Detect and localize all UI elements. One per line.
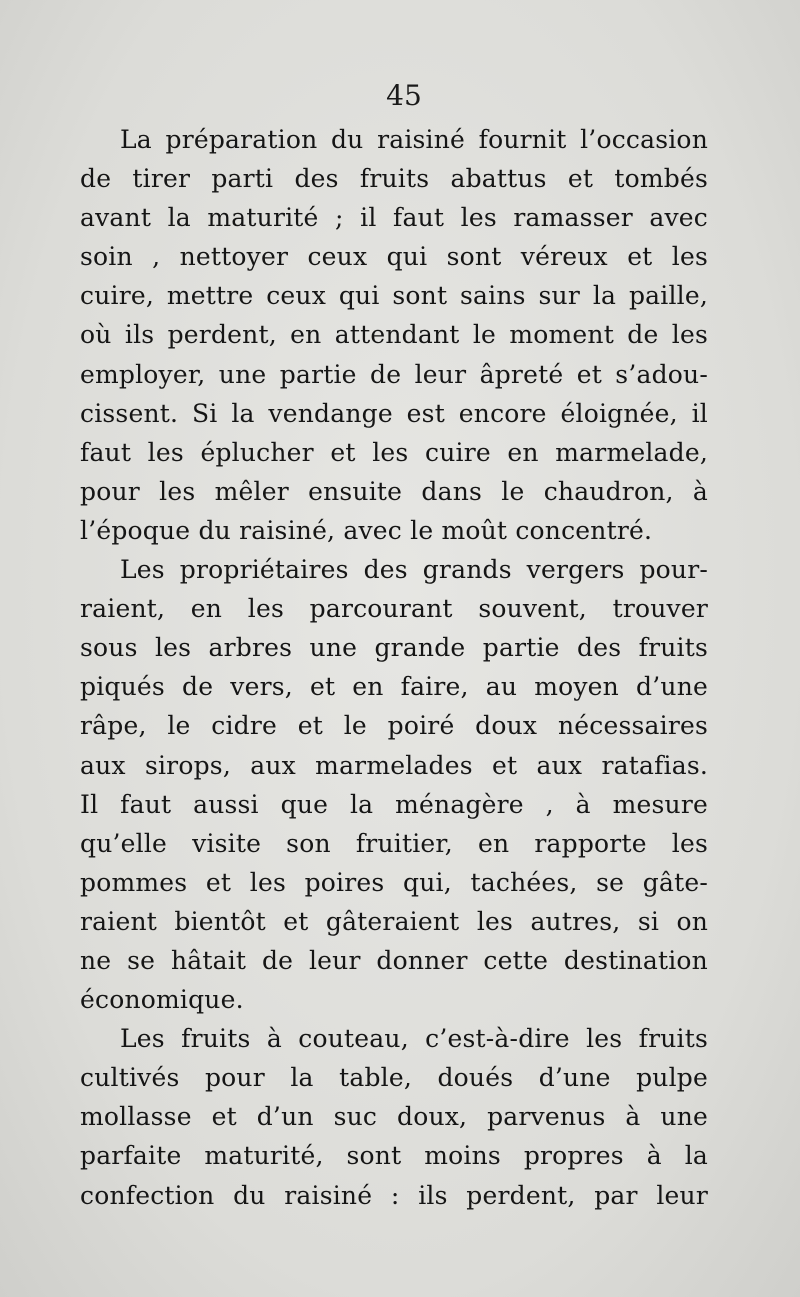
- text-line: où ils perdent, en attendant le moment de les: [80, 320, 708, 350]
- text-line: aux sirops, aux marmelades et aux ratafias.: [80, 750, 708, 780]
- text-line: confection du raisiné : ils perdent, par leur: [80, 1180, 708, 1210]
- text-line: Les propriétaires des grands vergers pour-: [120, 555, 708, 585]
- text-line: faut les éplucher et les cuire en marmelade,: [80, 437, 708, 467]
- text-line: parfaite maturité, sont moins propres à la: [80, 1141, 708, 1171]
- text-line: piqués de vers, et en faire, au moyen d’une: [80, 672, 708, 702]
- text-line: avant la maturité ; il faut les ramasser avec: [80, 203, 708, 233]
- text-line: Il faut aussi que la ménagère , à mesure: [80, 789, 708, 819]
- text-line: économique.: [80, 985, 244, 1015]
- text-line: cultivés pour la table, doués d’une pulpe: [80, 1063, 708, 1093]
- text-line: cissent. Si la vendange est encore éloignée, il: [80, 398, 708, 428]
- text-line: l’époque du raisiné, avec le moût concentré.: [80, 515, 653, 545]
- text-line: pommes et les poires qui, tachées, se gâte-: [80, 867, 708, 897]
- text-line: employer, une partie de leur âpreté et s’adou-: [80, 359, 708, 389]
- text-line: La préparation du raisiné fournit l’occasion: [120, 125, 708, 154]
- text-line: Les fruits à couteau, c’est-à-dire les fruits: [120, 1024, 708, 1054]
- text-line: raient bientôt et gâteraient les autres, si on: [80, 906, 708, 936]
- text-line: de tirer parti des fruits abattus et tombés: [80, 164, 708, 194]
- text-line: ne se hâtait de leur donner cette destination: [80, 945, 708, 975]
- text-line: soin , nettoyer ceux qui sont véreux et les: [80, 242, 708, 272]
- text-line: cuire, mettre ceux qui sont sains sur la paille,: [80, 281, 708, 311]
- body-text: [80, 120, 708, 1215]
- text-line: mollasse et d’un suc doux, parvenus à une: [80, 1102, 708, 1132]
- text-line: sous les arbres une grande partie des fruits: [80, 633, 708, 663]
- text-line: râpe, le cidre et le poiré doux nécessaires: [80, 711, 708, 741]
- text-line: qu’elle visite son fruitier, en rapporte les: [80, 828, 708, 858]
- page-number: 45: [386, 79, 422, 112]
- text-line: raient, en les parcourant souvent, trouver: [80, 594, 708, 624]
- text-line: pour les mêler ensuite dans le chaudron, à: [80, 476, 708, 506]
